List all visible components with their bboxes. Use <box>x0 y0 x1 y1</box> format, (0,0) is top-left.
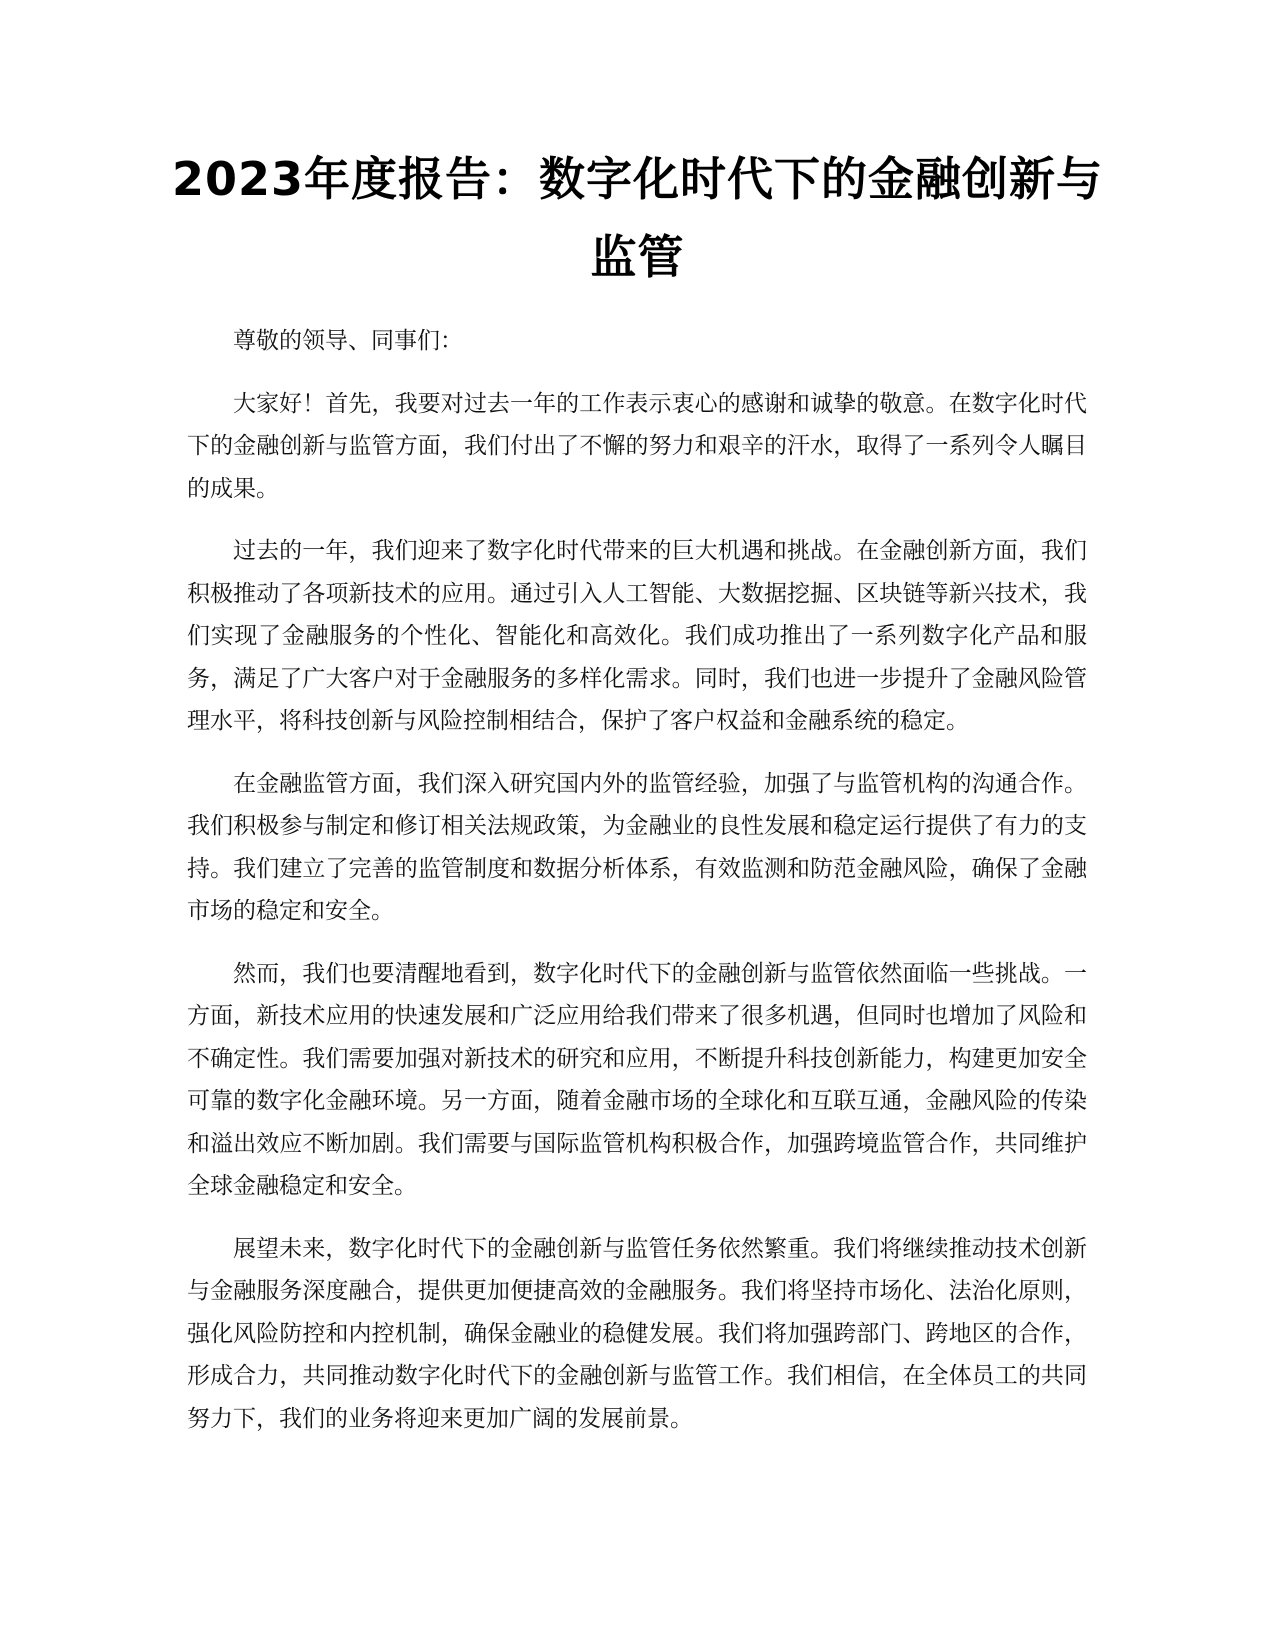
salutation: 尊敬的领导、同事们： <box>233 328 463 354</box>
paragraph: 展望未来，数字化时代下的金融创新与监管任务依然繁重。我们将继续推动技术创新与金融服务深度融合，提供更加便捷高效的金融服务。我们将坚持市场化、法治化原则，强化风险防控和内控机制，确保金融业的稳健发展。我们将加强跨部门、跨地区的合作，形成合力，共同推动数字化时代下的金融创新与监管工作。我们相信，在全体员工的共同努力下，我们的业务将迎来更加广阔的发展前景。 <box>187 1235 1087 1432</box>
document-body <box>187 320 1087 1460</box>
paragraph: 然而，我们也要清醒地看到，数字化时代下的金融创新与监管依然面临一些挑战。一方面，新技术应用的快速发展和广泛应用给我们带来了很多机遇，但同时也增加了风险和不确定性。我们需要加强对新技术的研究和应用，不断提升科技创新能力，构建更加安全可靠的数字化金融环境。另一方面，随着金融市场的全球化和互联互通，金融风险的传染和溢出效应不断加剧。我们需要与国际监管机构积极合作，加强跨境监管合作，共同维护全球金融稳定和安全。 <box>187 960 1087 1199</box>
document-title: 2023年度报告：数字化时代下的金融创新与监管 <box>171 152 1104 284</box>
paragraph: 在金融监管方面，我们深入研究国内外的监管经验，加强了与监管机构的沟通合作。我们积极参与制定和修订相关法规政策，为金融业的良性发展和稳定运行提供了有力的支持。我们建立了完善的监管制度和数据分析体系，有效监测和防范金融风险，确保了金融市场的稳定和安全。 <box>187 770 1087 924</box>
paragraph: 过去的一年，我们迎来了数字化时代带来的巨大机遇和挑战。在金融创新方面，我们积极推动了各项新技术的应用。通过引入人工智能、大数据挖掘、区块链等新兴技术，我们实现了金融服务的个性化、智能化和高效化。我们成功推出了一系列数字化产品和服务，满足了广大客户对于金融服务的多样化需求。同时，我们也进一步提升了金融风险管理水平，将科技创新与风险控制相结合，保护了客户权益和金融系统的稳定。 <box>187 538 1087 734</box>
paragraph: 大家好！首先，我要对过去一年的工作表示衷心的感谢和诚挚的敬意。在数字化时代下的金融创新与监管方面，我们付出了不懈的努力和艰辛的汗水，取得了一系列令人瞩目的成果。 <box>187 390 1087 502</box>
